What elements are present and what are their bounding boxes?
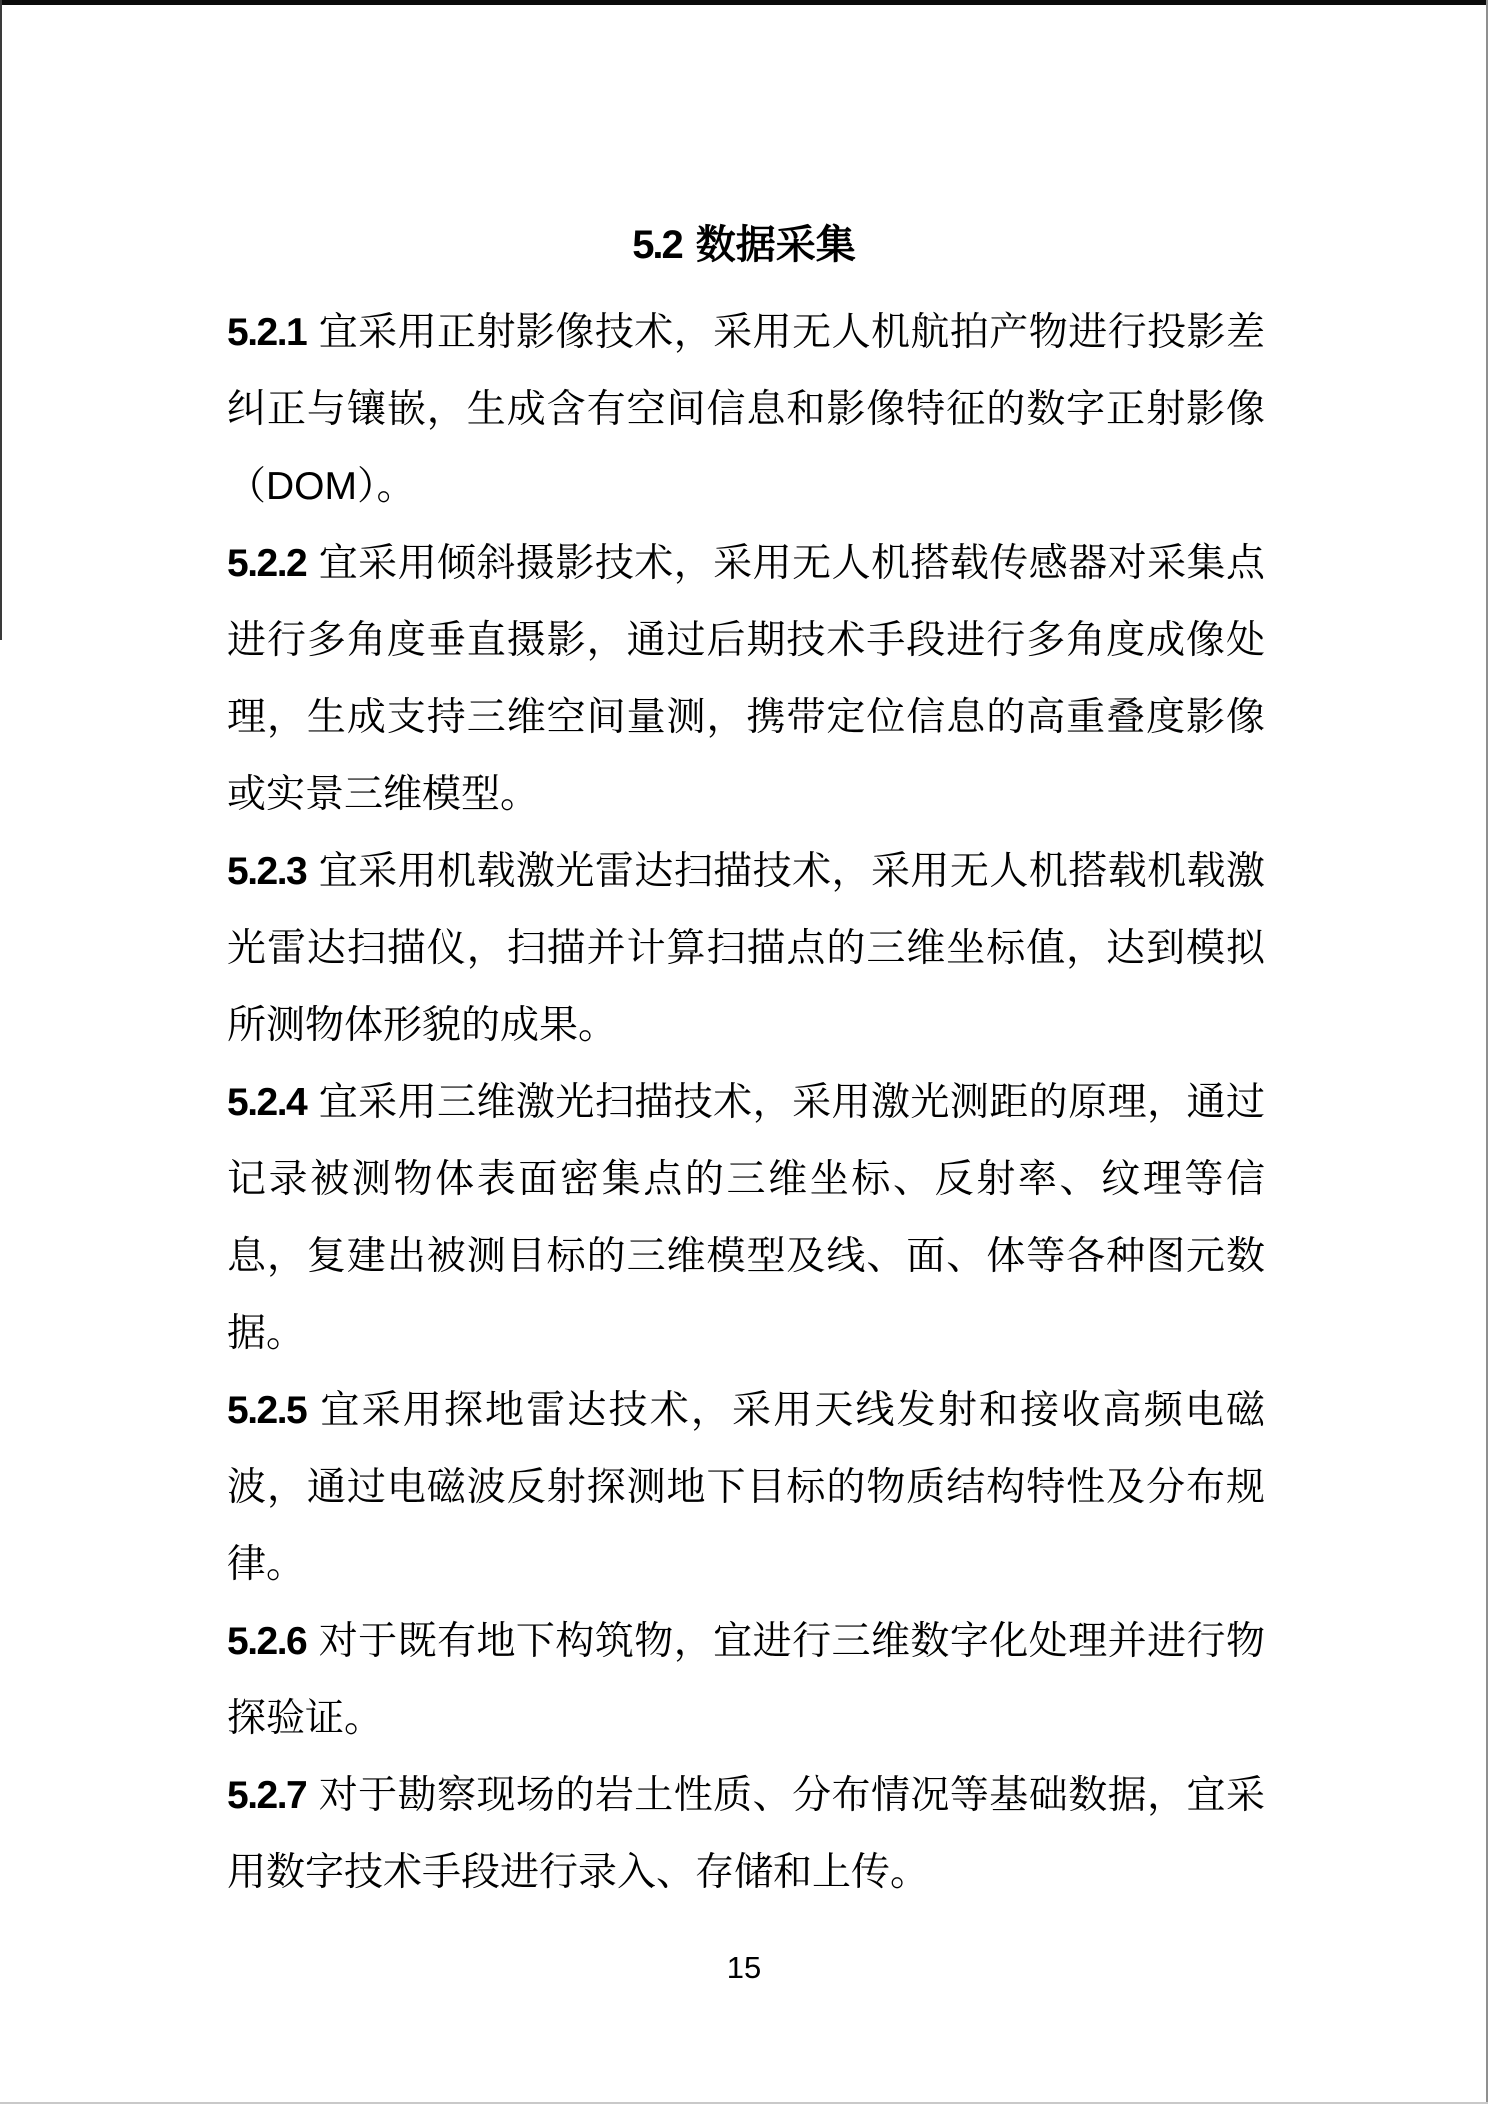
document-body xyxy=(227,294,1265,1911)
clause-number: 5.2.2 xyxy=(227,542,307,585)
clause-text: 宜采用机载激光雷达扫描技术，采用无人机搭载机载激光雷达扫描仪，扫描并计算扫描点的三维坐标值，达到模拟所测物体形貌的成果。 xyxy=(227,850,1265,1047)
clause-5-2-2 xyxy=(227,525,1265,833)
section-title-number: 5.2 xyxy=(632,222,682,267)
clause-number: 5.2.4 xyxy=(227,1081,307,1124)
clause-text: 宜采用探地雷达技术，采用天线发射和接收高频电磁波，通过电磁波反射探测地下目标的物质结构特性及分布规律。 xyxy=(227,1389,1265,1586)
page-border-top xyxy=(0,0,1488,5)
clause-5-2-3 xyxy=(227,833,1265,1064)
clause-text: 对于勘察现场的岩土性质、分布情况等基础数据，宜采用数字技术手段进行录入、存储和上传。 xyxy=(227,1774,1265,1894)
clause-number: 5.2.6 xyxy=(227,1620,307,1663)
page-number: 15 xyxy=(726,1950,762,1985)
clause-text: 对于既有地下构筑物，宜进行三维数字化处理并进行物探验证。 xyxy=(227,1620,1265,1740)
page-border-left xyxy=(0,0,2,640)
clause-number: 5.2.7 xyxy=(227,1774,307,1817)
clause-text: 宜采用三维激光扫描技术，采用激光测距的原理，通过记录被测物体表面密集点的三维坐标、反射率、纹理等信息，复建出被测目标的三维模型及线、面、体等各种图元数据。 xyxy=(227,1081,1265,1355)
clause-text: 宜采用倾斜摄影技术，采用无人机搭载传感器对采集点进行多角度垂直摄影，通过后期技术手段进行多角度成像处理，生成支持三维空间量测，携带定位信息的高重叠度影像或实景三维模型。 xyxy=(227,542,1265,816)
clause-number: 5.2.5 xyxy=(227,1389,307,1432)
clause-number: 5.2.1 xyxy=(227,311,307,354)
clause-5-2-6 xyxy=(227,1603,1265,1757)
clause-number: 5.2.3 xyxy=(227,850,307,893)
clause-5-2-5 xyxy=(227,1372,1265,1603)
clause-5-2-7 xyxy=(227,1757,1265,1911)
section-title-text: 数据采集 xyxy=(695,222,856,267)
clause-5-2-4 xyxy=(227,1064,1265,1372)
section-title xyxy=(0,219,1488,271)
clause-5-2-1 xyxy=(227,294,1265,525)
clause-text: 宜采用正射影像技术，采用无人机航拍产物进行投影差纠正与镶嵌，生成含有空间信息和影像特征的数字正射影像（DOM）。 xyxy=(227,311,1265,508)
